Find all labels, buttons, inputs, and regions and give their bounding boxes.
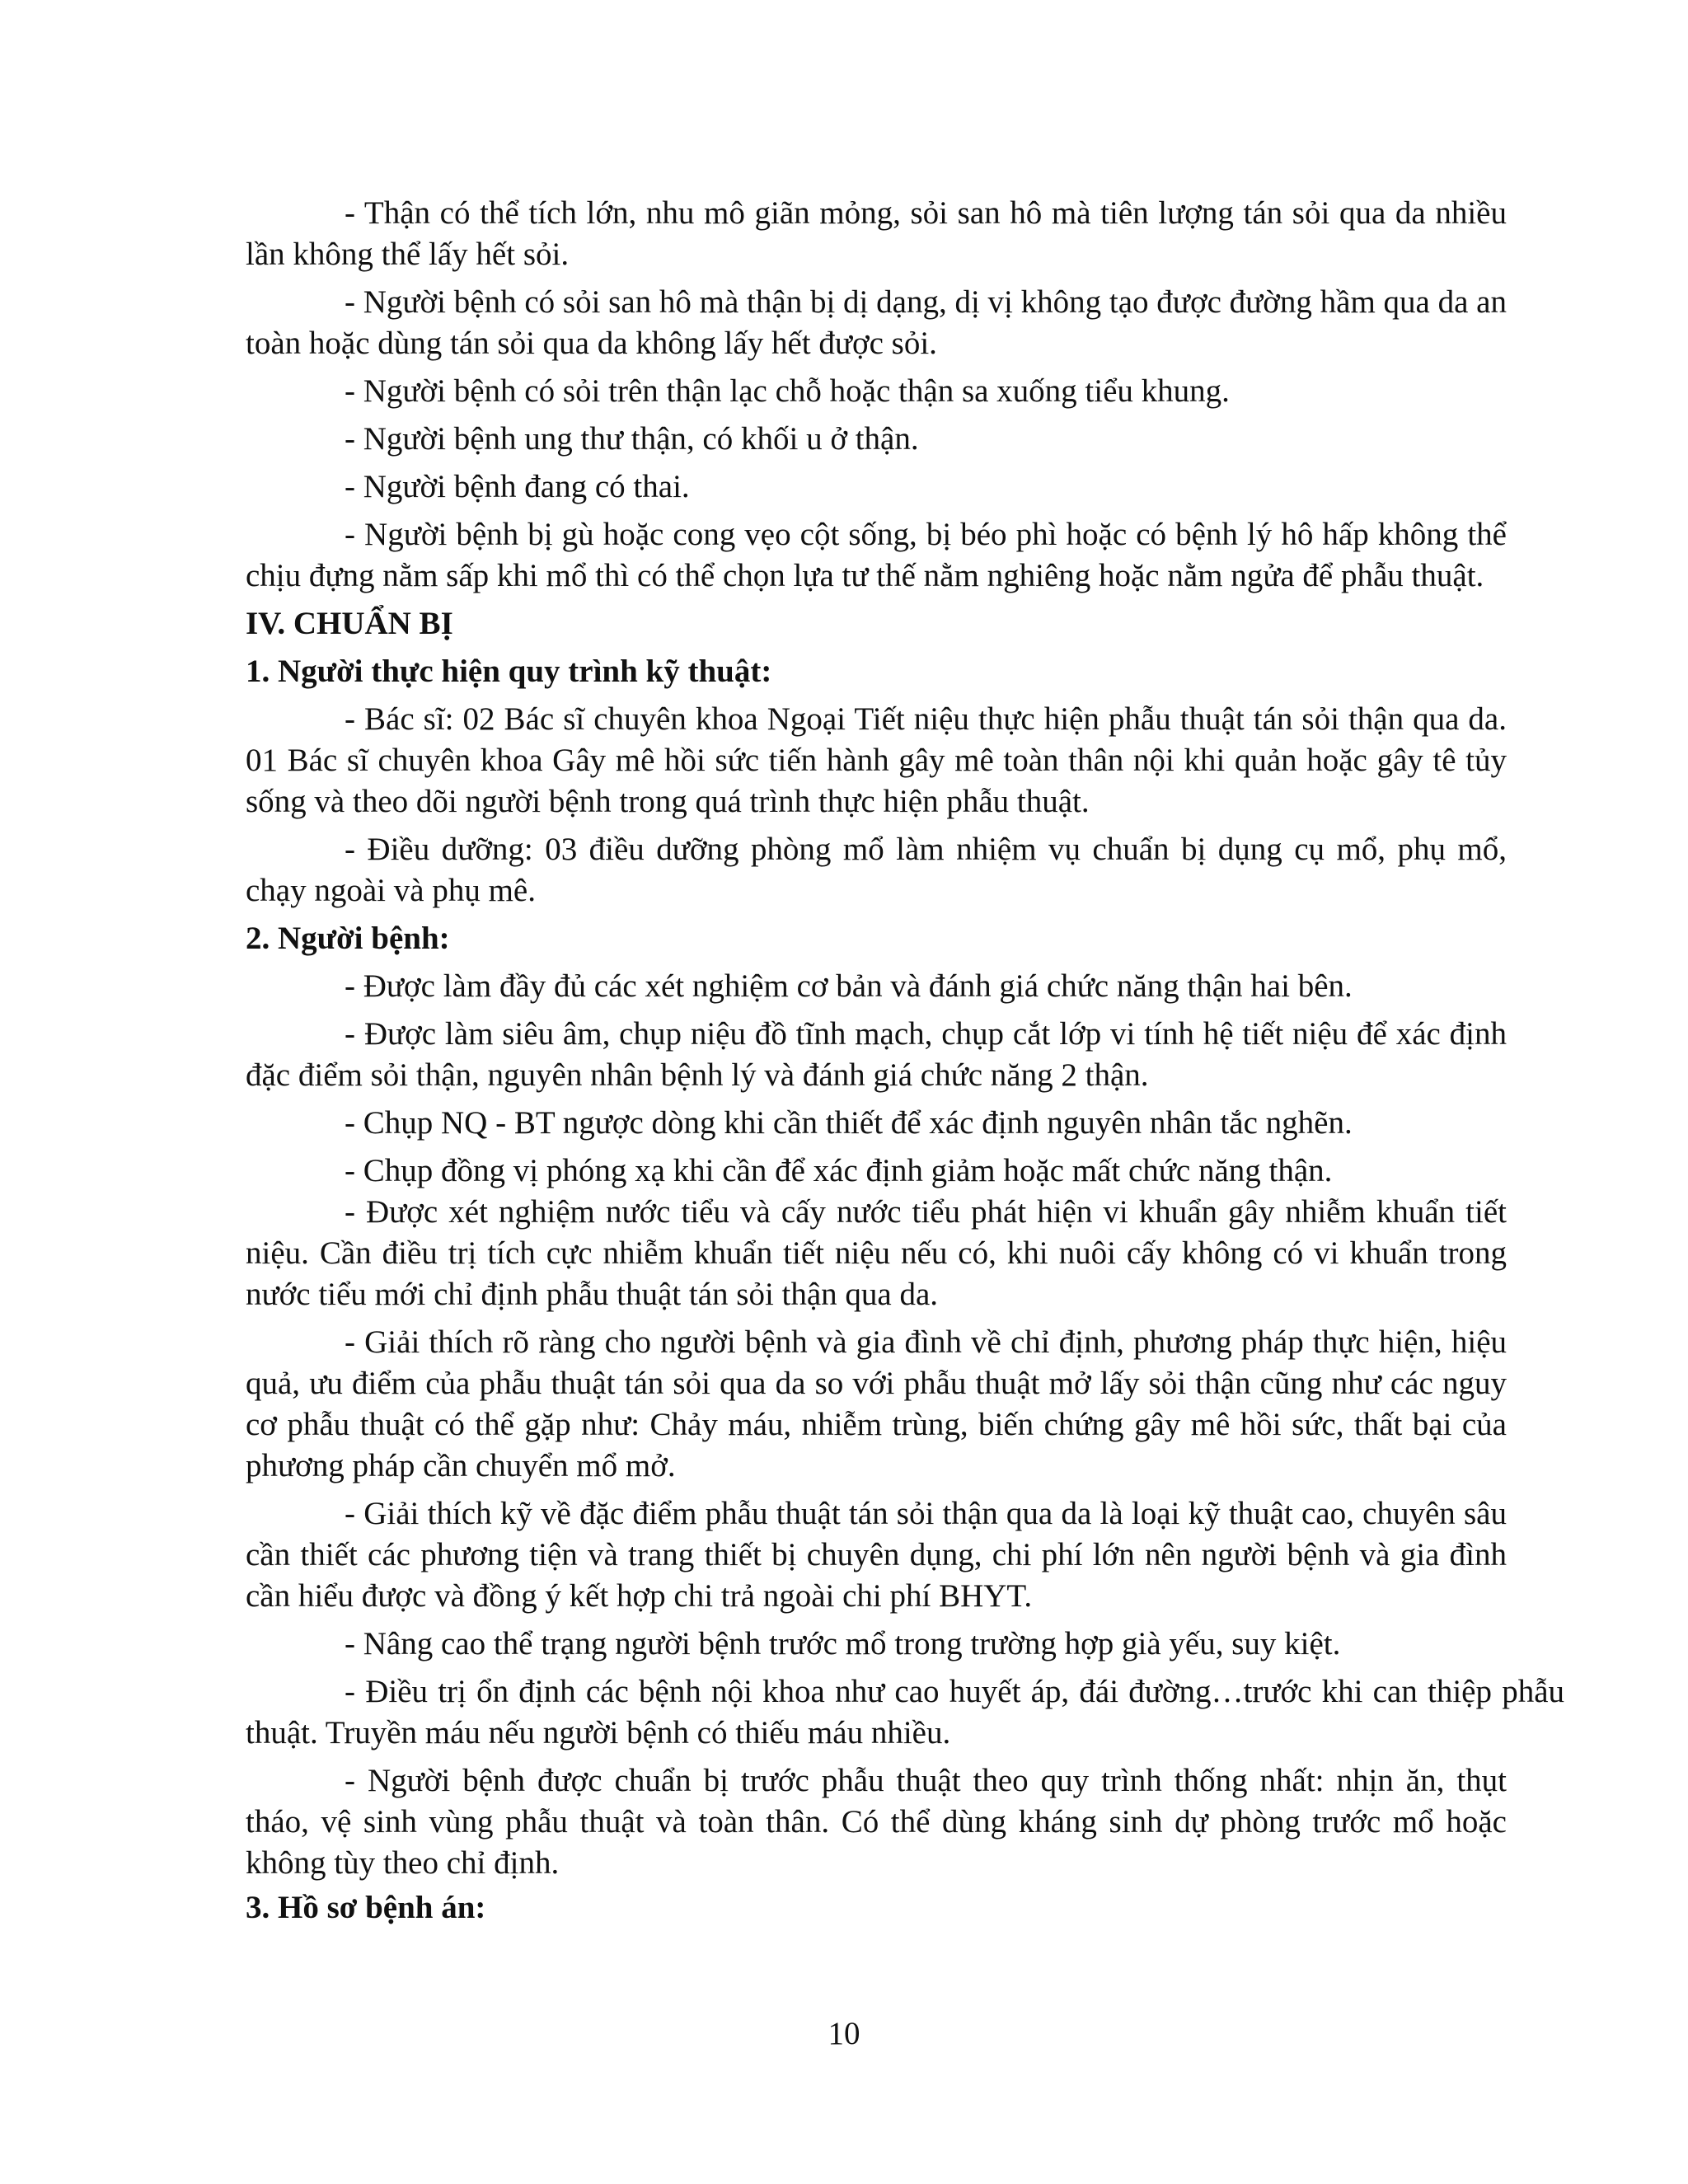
section-heading: 3. Hồ sơ bệnh án:: [246, 1890, 486, 1925]
paragraph: - Người bệnh bị gù hoặc cong vẹo cột sống, bị béo phì hoặc có bệnh lý hô hấp không thể chịu đựng nằm sấp khi mổ thì có thể chọn lựa tư thế nằm nghiêng hoặc nằm ngửa để phẫu thuật.: [246, 517, 1507, 593]
paragraph: - Nâng cao thể trạng người bệnh trước mổ trong trường hợp già yếu, suy kiệt.: [345, 1626, 1341, 1661]
section-heading: 2. Người bệnh:: [246, 921, 450, 956]
paragraph: - Thận có thể tích lớn, nhu mô giãn mỏng, sỏi san hô mà tiên lượng tán sỏi qua da nhiều lần không thể lấy hết sỏi.: [246, 195, 1507, 272]
paragraph: - Được xét nghiệm nước tiểu và cấy nước tiểu phát hiện vi khuẩn gây nhiễm khuẩn tiết niệu. Cần điều trị tích cực nhiễm khuẩn tiết niệu nếu có, khi nuôi cấy không có vi khuẩn trong nước tiểu mới chỉ định phẫu thuật tán sỏi thận qua da.: [246, 1194, 1507, 1312]
paragraph: - Điều trị ổn định các bệnh nội khoa như cao huyết áp, đái đường…trước khi can thiệp phẫu thuật. Truyền máu nếu người bệnh có thiếu máu nhiều.: [246, 1674, 1564, 1750]
section-heading: IV. CHUẨN BỊ: [246, 606, 453, 641]
paragraph: - Giải thích kỹ về đặc điểm phẫu thuật tán sỏi thận qua da là loại kỹ thuật cao, chuyên sâu cần thiết các phương tiện và trang thiết bị chuyên dụng, chi phí lớn nên người bệnh và gia đình cần hiểu được và đồng ý kết hợp chi trả ngoài chi phí BHYT.: [246, 1496, 1507, 1614]
paragraph: - Người bệnh có sỏi trên thận lạc chỗ hoặc thận sa xuống tiểu khung.: [345, 373, 1230, 409]
document-body: [246, 193, 1564, 1935]
paragraph: - Người bệnh có sỏi san hô mà thận bị dị dạng, dị vị không tạo được đường hầm qua da an toàn hoặc dùng tán sỏi qua da không lấy hết được sỏi.: [246, 284, 1507, 361]
section-heading: 1. Người thực hiện quy trình kỹ thuật:: [246, 654, 772, 689]
paragraph: - Chụp đồng vị phóng xạ khi cần để xác định giảm hoặc mất chức năng thận.: [345, 1153, 1333, 1188]
paragraph: - Điều dưỡng: 03 điều dưỡng phòng mổ làm nhiệm vụ chuẩn bị dụng cụ mổ, phụ mổ, chạy ngoài và phụ mê.: [246, 832, 1507, 908]
paragraph: - Được làm đầy đủ các xét nghiệm cơ bản và đánh giá chức năng thận hai bên.: [345, 968, 1353, 1004]
paragraph: - Chụp NQ - BT ngược dòng khi cần thiết để xác định nguyên nhân tắc nghẽn.: [345, 1105, 1353, 1141]
paragraph: - Người bệnh đang có thai.: [345, 469, 690, 504]
paragraph: - Người bệnh được chuẩn bị trước phẫu thuật theo quy trình thống nhất: nhịn ăn, thụt tháo, vệ sinh vùng phẫu thuật và toàn thân. Có thể dùng kháng sinh dự phòng trước mổ hoặc không tùy theo chỉ định.: [246, 1763, 1507, 1881]
paragraph: - Bác sĩ: 02 Bác sĩ chuyên khoa Ngoại Tiết niệu thực hiện phẫu thuật tán sỏi thận qua da. 01 Bác sĩ chuyên khoa Gây mê hồi sức tiến hành gây mê toàn thân nội khi quản hoặc gây tê tủy sống và theo dõi người bệnh trong quá trình thực hiện phẫu thuật.: [246, 701, 1507, 819]
paragraph: - Được làm siêu âm, chụp niệu đồ tĩnh mạch, chụp cắt lớp vi tính hệ tiết niệu để xác định đặc điểm sỏi thận, nguyên nhân bệnh lý và đánh giá chức năng 2 thận.: [246, 1016, 1507, 1093]
page-number: 10: [828, 2016, 860, 2051]
paragraph: - Giải thích rõ ràng cho người bệnh và gia đình về chỉ định, phương pháp thực hiện, hiệu quả, ưu điểm của phẫu thuật tán sỏi qua da so với phẫu thuật mở lấy sỏi thận cũng như các nguy cơ phẫu thuật có thể gặp như: Chảy máu, nhiễm trùng, biến chứng gây mê hồi sức, thất bại của phương pháp cần chuyển mổ mở.: [246, 1324, 1507, 1483]
paragraph: - Người bệnh ung thư thận, có khối u ở thận.: [345, 421, 919, 457]
